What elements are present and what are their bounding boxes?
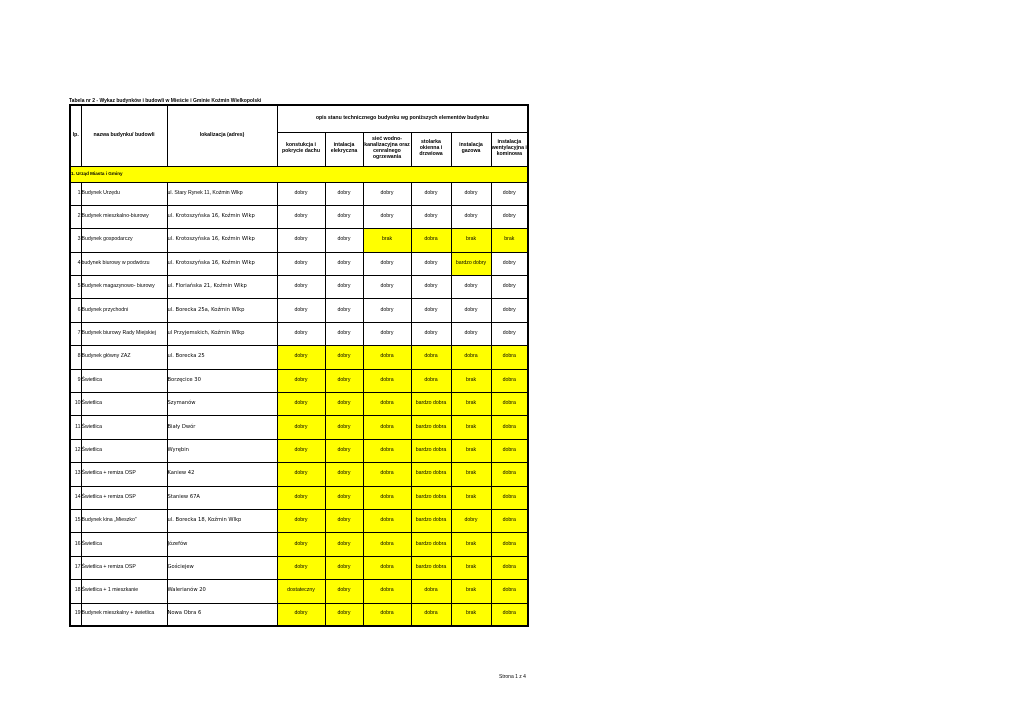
row-lp: 11 — [70, 416, 81, 439]
cell-joinery: bardzo dobra — [411, 509, 451, 532]
row-building-name: Świetlica — [81, 369, 167, 392]
cell-water-heating: dobry — [363, 252, 411, 275]
cell-joinery: dobra — [411, 369, 451, 392]
section-row — [70, 166, 528, 182]
row-lp: 18 — [70, 580, 81, 603]
row-building-name: Budynek gospodarczy — [81, 229, 167, 252]
cell-gas: bardzo dobry — [451, 252, 491, 275]
cell-ventilation: dobra — [491, 486, 528, 509]
cell-roof: dobry — [277, 276, 325, 299]
cell-ventilation: dobra — [491, 533, 528, 556]
cell-roof: dobry — [277, 205, 325, 228]
cell-electrical: dobry — [325, 252, 363, 275]
table-caption: Tabela nr 2 - Wykaz budynków i budowli w Mieście i Gminie Koźmin Wielkopolski — [69, 98, 262, 104]
cell-joinery: dobry — [411, 182, 451, 205]
row-building-name: Budynek mieszkalny + świetlica — [81, 603, 167, 626]
cell-roof: dobry — [277, 252, 325, 275]
cell-ventilation: dobra — [491, 580, 528, 603]
table-row — [70, 556, 528, 579]
row-address: ul. Floriańska 21, Koźmin Wlkp — [167, 276, 277, 299]
row-address: ul. Borecka 25a, Koźmin Wlkp — [167, 299, 277, 322]
cell-ventilation: dobry — [491, 299, 528, 322]
cell-ventilation: dobra — [491, 603, 528, 626]
row-address: Gościejew — [167, 556, 277, 579]
header-roof: konstukcja i pokrycie dachu — [277, 132, 325, 166]
row-address: Józefów — [167, 533, 277, 556]
cell-gas: brak — [451, 229, 491, 252]
table-row — [70, 439, 528, 462]
row-building-name: Budynek przychodni — [81, 299, 167, 322]
header-water-heating: sieć wodno-kanalizacyjna oraz cenralnego ogrzewania — [363, 132, 411, 166]
cell-ventilation: dobra — [491, 509, 528, 532]
cell-water-heating: dobry — [363, 322, 411, 345]
row-lp: 10 — [70, 393, 81, 416]
row-building-name: Budynek magazynowo- biurowy — [81, 276, 167, 299]
row-lp: 16 — [70, 533, 81, 556]
row-lp: 7 — [70, 322, 81, 345]
row-lp: 9 — [70, 369, 81, 392]
table-row — [70, 369, 528, 392]
row-address: Nowa Obra 6 — [167, 603, 277, 626]
cell-joinery: dobry — [411, 299, 451, 322]
table-row — [70, 533, 528, 556]
cell-water-heating: dobra — [363, 416, 411, 439]
cell-gas: brak — [451, 416, 491, 439]
cell-ventilation: dobra — [491, 393, 528, 416]
row-lp: 2 — [70, 205, 81, 228]
cell-joinery: bardzo dobra — [411, 486, 451, 509]
row-address: Szymanów — [167, 393, 277, 416]
row-lp: 12 — [70, 439, 81, 462]
cell-roof: dobry — [277, 322, 325, 345]
row-building-name: budynek biurowy w podwórzu — [81, 252, 167, 275]
cell-water-heating: dobra — [363, 439, 411, 462]
cell-gas: brak — [451, 369, 491, 392]
cell-gas: dobry — [451, 509, 491, 532]
table-row — [70, 299, 528, 322]
cell-joinery: bardzo dobra — [411, 416, 451, 439]
cell-ventilation: dobry — [491, 276, 528, 299]
cell-roof: dobry — [277, 439, 325, 462]
cell-water-heating: dobra — [363, 463, 411, 486]
row-address: ul. Borecka 25 — [167, 346, 277, 369]
cell-ventilation: dobra — [491, 439, 528, 462]
row-address: ul Przyjemskich, Koźmin Wlkp — [167, 322, 277, 345]
cell-electrical: dobry — [325, 556, 363, 579]
table-row — [70, 509, 528, 532]
cell-ventilation: dobra — [491, 463, 528, 486]
cell-ventilation: dobry — [491, 252, 528, 275]
header-joinery: stolarka okienna i drzwiowa — [411, 132, 451, 166]
header-gas: instalacja gazowa — [451, 132, 491, 166]
header-electrical: intalacja elekryczna — [325, 132, 363, 166]
row-lp: 4 — [70, 252, 81, 275]
cell-electrical: dobry — [325, 393, 363, 416]
table-row — [70, 416, 528, 439]
cell-water-heating: dobra — [363, 346, 411, 369]
cell-water-heating: dobra — [363, 533, 411, 556]
cell-water-heating: dobra — [363, 486, 411, 509]
cell-ventilation: dobra — [491, 346, 528, 369]
row-lp: 5 — [70, 276, 81, 299]
cell-joinery: dobry — [411, 276, 451, 299]
cell-electrical: dobry — [325, 486, 363, 509]
cell-water-heating: dobra — [363, 369, 411, 392]
cell-gas: brak — [451, 533, 491, 556]
cell-electrical: dobry — [325, 322, 363, 345]
cell-joinery: bardzo dobra — [411, 533, 451, 556]
cell-roof: dobry — [277, 299, 325, 322]
cell-joinery: dobra — [411, 229, 451, 252]
table-row — [70, 346, 528, 369]
cell-roof: dobry — [277, 416, 325, 439]
section-label: 1. Urząd Miasta i Gminy — [70, 166, 528, 182]
table-row — [70, 182, 528, 205]
cell-electrical: dobry — [325, 580, 363, 603]
row-address: Wyrębin — [167, 439, 277, 462]
cell-electrical: dobry — [325, 229, 363, 252]
row-building-name: Świetlica + remiza OSP — [81, 486, 167, 509]
cell-gas: brak — [451, 486, 491, 509]
cell-roof: dobry — [277, 486, 325, 509]
header-name: nazwa budynku/ budowli — [81, 105, 167, 166]
table-row — [70, 580, 528, 603]
cell-roof: dostateczny — [277, 580, 325, 603]
row-building-name: Świetlica + remiza OSP — [81, 463, 167, 486]
table-row — [70, 205, 528, 228]
row-lp: 8 — [70, 346, 81, 369]
row-address: ul. Krotoszyńska 16, Koźmin Wlkp — [167, 205, 277, 228]
cell-water-heating: dobry — [363, 182, 411, 205]
cell-electrical: dobry — [325, 509, 363, 532]
cell-joinery: bardzo dobra — [411, 556, 451, 579]
row-lp: 15 — [70, 509, 81, 532]
cell-electrical: dobry — [325, 533, 363, 556]
cell-gas: dobry — [451, 182, 491, 205]
header-lp: lp. — [70, 105, 81, 166]
row-building-name: Świetlica + 1 mieszkanie — [81, 580, 167, 603]
row-lp: 1 — [70, 182, 81, 205]
cell-ventilation: dobra — [491, 556, 528, 579]
cell-gas: brak — [451, 556, 491, 579]
cell-joinery: dobry — [411, 205, 451, 228]
table-row — [70, 463, 528, 486]
row-address: ul. Borecka 18, Koźmin Wlkp — [167, 509, 277, 532]
cell-joinery: bardzo dobra — [411, 439, 451, 462]
header-ventilation: instalacja wentylacyjna i kominowa — [491, 132, 528, 166]
cell-joinery: dobra — [411, 603, 451, 626]
cell-gas: brak — [451, 439, 491, 462]
cell-electrical: dobry — [325, 205, 363, 228]
cell-gas: dobra — [451, 346, 491, 369]
row-lp: 6 — [70, 299, 81, 322]
row-address: ul. Krotoszyńska 16, Koźmin Wlkp — [167, 252, 277, 275]
cell-joinery: dobry — [411, 322, 451, 345]
cell-electrical: dobry — [325, 463, 363, 486]
cell-electrical: dobry — [325, 299, 363, 322]
cell-roof: dobry — [277, 346, 325, 369]
cell-electrical: dobry — [325, 603, 363, 626]
header-address: lokalizacja (adres) — [167, 105, 277, 166]
row-building-name: Budynek biurowy Rady Miejskiej — [81, 322, 167, 345]
row-address: Borzęcice 30 — [167, 369, 277, 392]
table-row — [70, 603, 528, 626]
cell-gas: dobry — [451, 322, 491, 345]
table-row — [70, 252, 528, 275]
cell-gas: dobry — [451, 205, 491, 228]
cell-water-heating: dobra — [363, 509, 411, 532]
cell-ventilation: brak — [491, 229, 528, 252]
cell-gas: dobry — [451, 276, 491, 299]
row-lp: 14 — [70, 486, 81, 509]
cell-joinery: bardzo dobra — [411, 463, 451, 486]
table-row — [70, 276, 528, 299]
row-lp: 17 — [70, 556, 81, 579]
cell-ventilation: dobra — [491, 416, 528, 439]
cell-water-heating: dobry — [363, 205, 411, 228]
table-row — [70, 322, 528, 345]
cell-roof: dobry — [277, 369, 325, 392]
cell-joinery: dobra — [411, 580, 451, 603]
cell-water-heating: brak — [363, 229, 411, 252]
cell-roof: dobry — [277, 229, 325, 252]
table-row — [70, 229, 528, 252]
row-address: Staniew 67A — [167, 486, 277, 509]
cell-water-heating: dobra — [363, 556, 411, 579]
cell-ventilation: dobry — [491, 182, 528, 205]
row-building-name: Budynek mieszkalno-biurowy — [81, 205, 167, 228]
cell-joinery: dobra — [411, 346, 451, 369]
row-building-name: Świetlica — [81, 533, 167, 556]
cell-water-heating: dobra — [363, 393, 411, 416]
cell-electrical: dobry — [325, 369, 363, 392]
row-address: Biały Dwór — [167, 416, 277, 439]
cell-gas: brak — [451, 603, 491, 626]
row-building-name: Świetlica + remiza OSP — [81, 556, 167, 579]
cell-gas: brak — [451, 463, 491, 486]
building-table — [69, 104, 529, 627]
cell-gas: brak — [451, 580, 491, 603]
cell-electrical: dobry — [325, 439, 363, 462]
cell-water-heating: dobra — [363, 603, 411, 626]
row-building-name: Budynek Urzędu — [81, 182, 167, 205]
cell-roof: dobry — [277, 603, 325, 626]
cell-joinery: bardzo dobra — [411, 393, 451, 416]
cell-electrical: dobry — [325, 346, 363, 369]
row-lp: 19 — [70, 603, 81, 626]
table-row — [70, 393, 528, 416]
cell-joinery: dobry — [411, 252, 451, 275]
row-building-name: Budynek kina „Mieszko” — [81, 509, 167, 532]
row-address: ul. Stary Rynek 11, Koźmin Wlkp — [167, 182, 277, 205]
row-lp: 3 — [70, 229, 81, 252]
cell-electrical: dobry — [325, 416, 363, 439]
cell-ventilation: dobra — [491, 369, 528, 392]
cell-roof: dobry — [277, 533, 325, 556]
cell-roof: dobry — [277, 393, 325, 416]
cell-roof: dobry — [277, 463, 325, 486]
row-building-name: Świetlica — [81, 439, 167, 462]
row-address: ul. Krotoszyńska 16, Koźmin Wlkp — [167, 229, 277, 252]
table-row — [70, 486, 528, 509]
cell-electrical: dobry — [325, 182, 363, 205]
cell-roof: dobry — [277, 182, 325, 205]
header-group: opis stanu technicznego budynku wg poniższych elementów budynku — [277, 105, 528, 132]
cell-roof: dobry — [277, 556, 325, 579]
row-building-name: Świetlica — [81, 393, 167, 416]
page-number: Strona 1 z 4 — [499, 674, 526, 680]
cell-water-heating: dobry — [363, 276, 411, 299]
cell-roof: dobry — [277, 509, 325, 532]
row-lp: 13 — [70, 463, 81, 486]
cell-gas: dobry — [451, 299, 491, 322]
cell-gas: brak — [451, 393, 491, 416]
cell-water-heating: dobry — [363, 299, 411, 322]
cell-electrical: dobry — [325, 276, 363, 299]
row-building-name: Świetlica — [81, 416, 167, 439]
cell-ventilation: dobry — [491, 322, 528, 345]
row-building-name: Budynek główny ZAZ — [81, 346, 167, 369]
row-address: Kaniew 42 — [167, 463, 277, 486]
cell-water-heating: dobra — [363, 580, 411, 603]
row-address: Walerianów 20 — [167, 580, 277, 603]
cell-ventilation: dobry — [491, 205, 528, 228]
